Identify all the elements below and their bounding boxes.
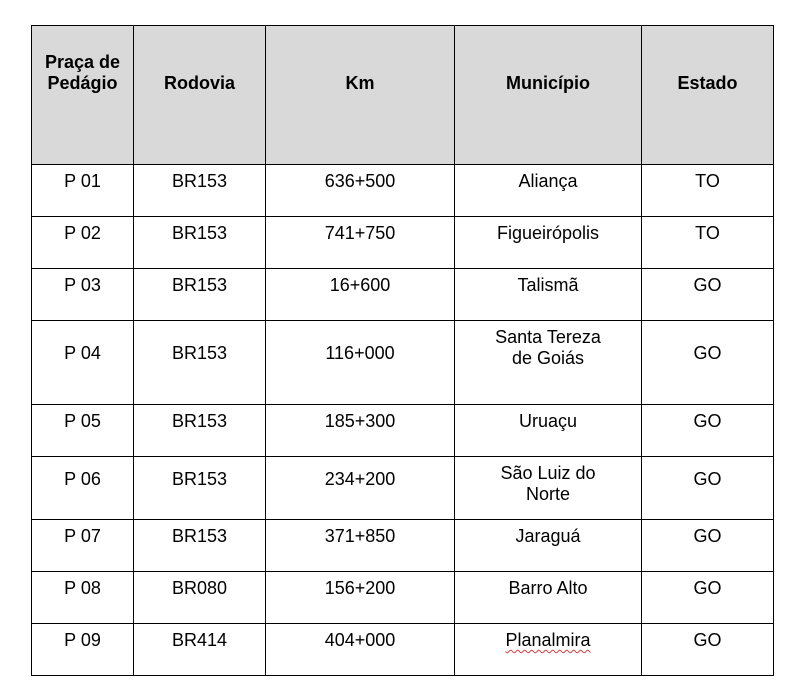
cell-estado: TO [642, 165, 774, 217]
header-estado: Estado [642, 26, 774, 165]
cell-municipio-text: Planalmira [505, 630, 591, 650]
table-row [32, 165, 774, 217]
cell-municipio [455, 457, 642, 520]
cell-rodovia: BR414 [134, 624, 266, 676]
toll-plaza-table [31, 25, 774, 676]
cell-estado: GO [642, 520, 774, 572]
cell-municipio: Uruaçu [455, 405, 642, 457]
cell-estado: TO [642, 217, 774, 269]
cell-municipio: Aliança [455, 165, 642, 217]
cell-praca: P 08 [32, 572, 134, 624]
cell-municipio: Talismã [455, 269, 642, 321]
cell-estado: GO [642, 572, 774, 624]
table-row [32, 269, 774, 321]
cell-km: 741+750 [266, 217, 455, 269]
table-row [32, 321, 774, 405]
cell-municipio: Figueirópolis [455, 217, 642, 269]
cell-rodovia: BR153 [134, 269, 266, 321]
table-row [32, 405, 774, 457]
cell-estado: GO [642, 624, 774, 676]
cell-praca: P 05 [32, 405, 134, 457]
cell-praca: P 07 [32, 520, 134, 572]
cell-praca: P 09 [32, 624, 134, 676]
header-rodovia: Rodovia [134, 26, 266, 165]
table-row [32, 217, 774, 269]
table-row [32, 457, 774, 520]
cell-praca: P 02 [32, 217, 134, 269]
cell-estado: GO [642, 457, 774, 520]
cell-rodovia: BR153 [134, 520, 266, 572]
cell-municipio: Barro Alto [455, 572, 642, 624]
cell-municipio-text: Santa Tereza de Goiás [495, 327, 601, 368]
table-row [32, 624, 774, 676]
cell-estado: GO [642, 321, 774, 405]
table-row [32, 572, 774, 624]
cell-km: 404+000 [266, 624, 455, 676]
header-praca: Praça de Pedágio [32, 26, 134, 165]
cell-rodovia: BR153 [134, 405, 266, 457]
cell-rodovia: BR153 [134, 457, 266, 520]
cell-km: 116+000 [266, 321, 455, 405]
cell-municipio-text: São Luiz do Norte [500, 463, 596, 504]
cell-praca: P 04 [32, 321, 134, 405]
cell-rodovia: BR080 [134, 572, 266, 624]
cell-rodovia: BR153 [134, 321, 266, 405]
cell-estado: GO [642, 405, 774, 457]
cell-km: 16+600 [266, 269, 455, 321]
cell-praca: P 03 [32, 269, 134, 321]
cell-rodovia: BR153 [134, 217, 266, 269]
cell-praca: P 01 [32, 165, 134, 217]
header-row [32, 26, 774, 165]
cell-municipio: Jaraguá [455, 520, 642, 572]
cell-municipio [455, 624, 642, 676]
cell-km: 371+850 [266, 520, 455, 572]
cell-km: 156+200 [266, 572, 455, 624]
cell-estado: GO [642, 269, 774, 321]
cell-municipio [455, 321, 642, 405]
cell-km: 234+200 [266, 457, 455, 520]
cell-km: 636+500 [266, 165, 455, 217]
cell-km: 185+300 [266, 405, 455, 457]
header-km: Km [266, 26, 455, 165]
cell-rodovia: BR153 [134, 165, 266, 217]
cell-praca: P 06 [32, 457, 134, 520]
table-row [32, 520, 774, 572]
header-municipio: Município [455, 26, 642, 165]
